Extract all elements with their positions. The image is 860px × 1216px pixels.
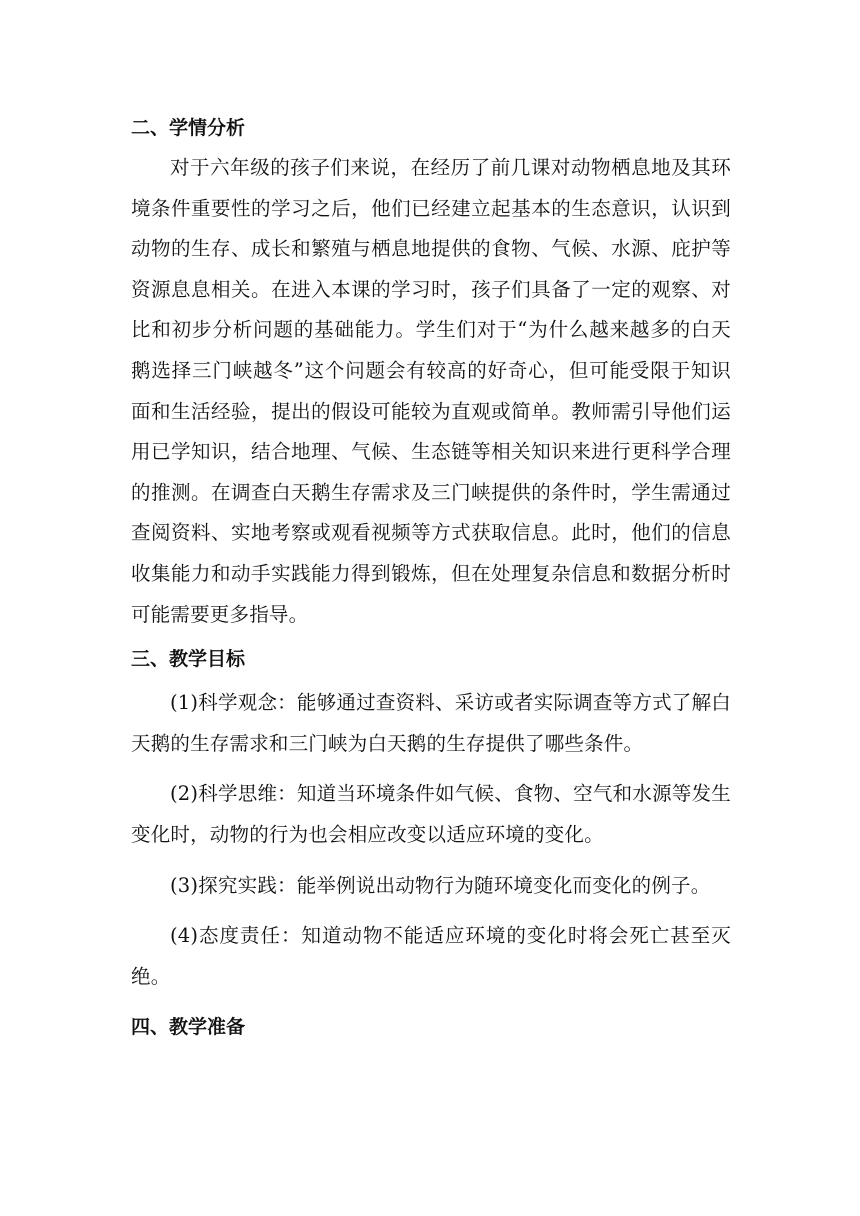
section-heading-teaching-preparation: 四、教学准备 — [131, 1016, 246, 1039]
spacer — [131, 856, 731, 866]
spacer — [131, 906, 731, 916]
objective-item-inquiry-practice: (3)探究实践：能举例说出动物行为随环境变化而变化的例子。 — [170, 873, 711, 897]
document-body — [131, 108, 731, 1047]
student-analysis-paragraph: 对于六年级的孩子们来说，在经历了前几课对动物栖息地及其环境条件重要性的学习之后，他们已经建立起基本的生态意识，认识到动物的生存、成长和繁殖与栖息地提供的食物、气候、水源、庇护等资源息息相关。在进入本课的学习时，孩子们具备了一定的观察、对比和初步分析问题的基础能力。学生们对于“为什么越来越多的白天鹅选择三门峡越冬”这个问题会有较高的好奇心，但可能受限于知识面和生活经验，提出的假设可能较为直观或简单。教师需引导他们运用已学知识，结合地理、气候、生态链等相关知识来进行更科学合理的推测。在调查白天鹅生存需求及三门峡提供的条件时，学生需通过查阅资料、实地考察或观看视频等方式获取信息。此时，他们的信息收集能力和动手实践能力得到锻炼，但在处理复杂信息和数据分析时可能需要更多指导。 — [131, 156, 731, 626]
spacer — [131, 997, 731, 1007]
objective-item-scientific-thinking: (2)科学思维：知道当环境条件如气候、食物、空气和水源等发生变化时，动物的行为也会相应改变以适应环境的变化。 — [131, 782, 731, 846]
objective-item-attitude-responsibility: (4)态度责任：知道动物不能适应环境的变化时将会死亡甚至灭绝。 — [131, 924, 731, 988]
spacer — [131, 764, 731, 774]
section-heading-student-analysis: 二、学情分析 — [131, 117, 246, 139]
section-heading-teaching-objectives: 三、教学目标 — [131, 648, 246, 671]
objective-item-scientific-concept: (1)科学观念：能够通过查资料、采访或者实际调查等方式了解白天鹅的生存需求和三门峡为白天鹅的生存提供了哪些条件。 — [131, 691, 731, 755]
